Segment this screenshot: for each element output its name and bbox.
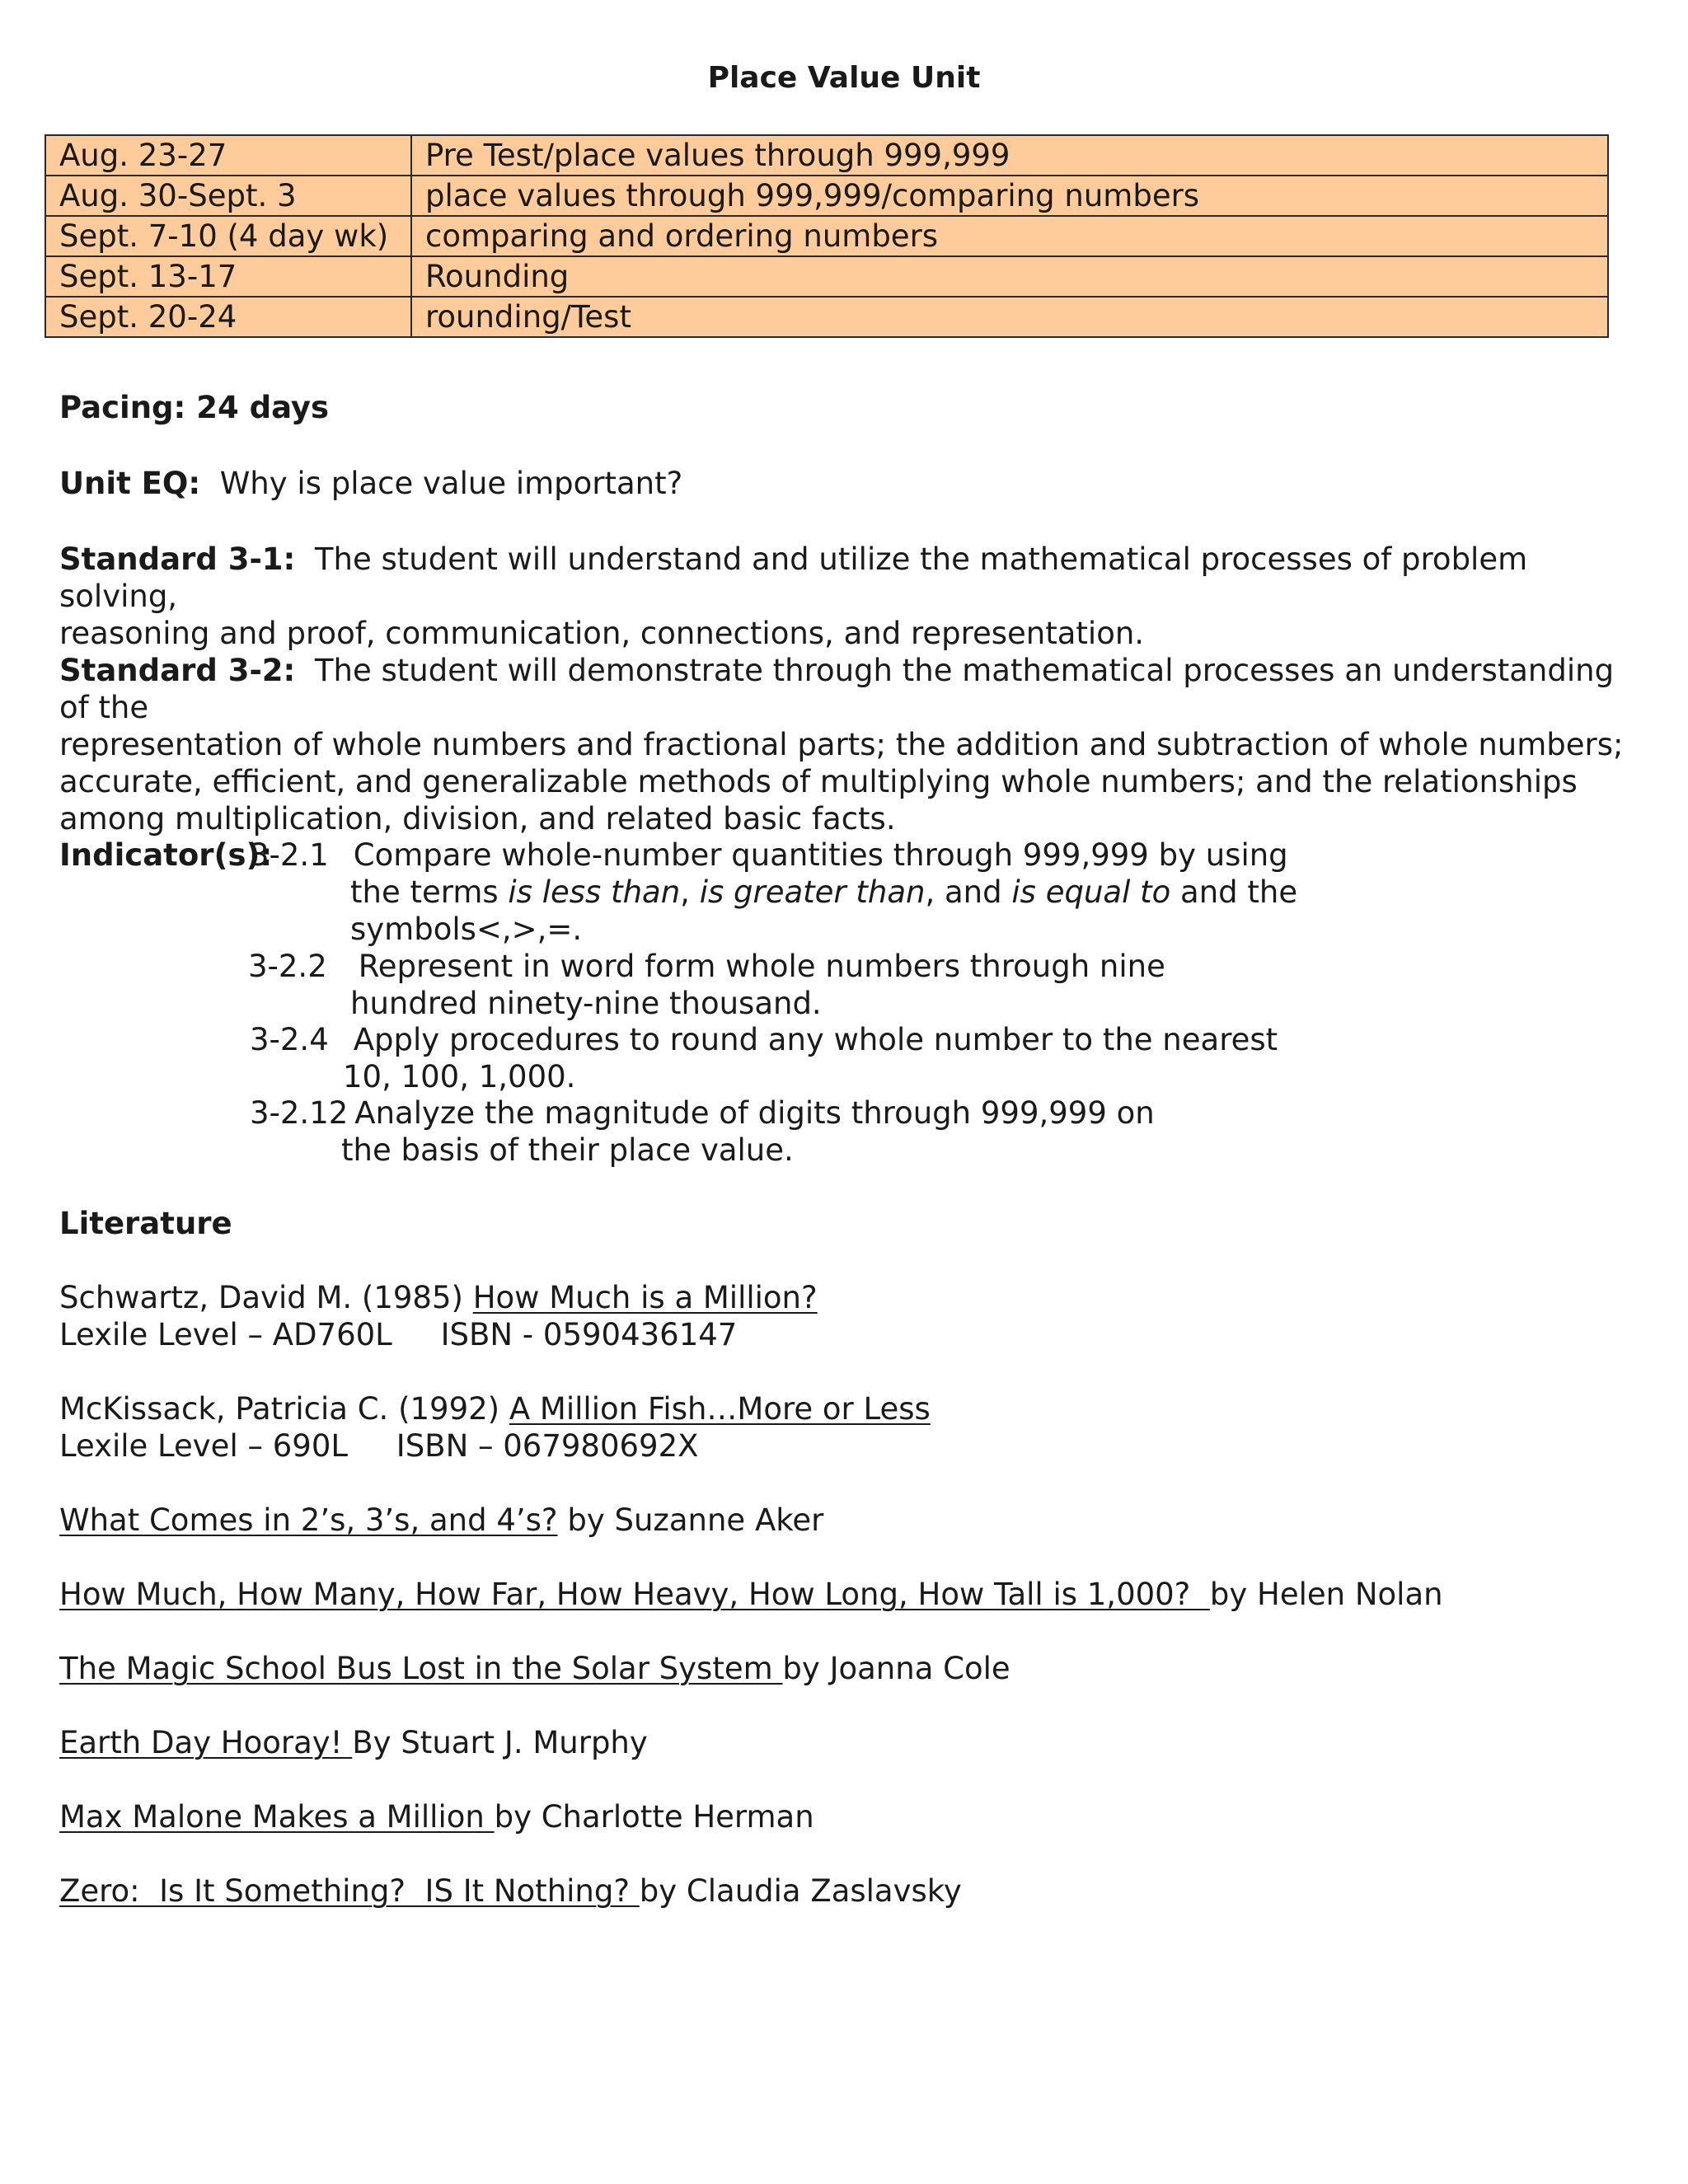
indicator-text: Compare whole-number quantities through 999,999 by using — [353, 837, 1288, 873]
pacing-heading: Pacing: 24 days — [59, 390, 330, 425]
topic-cell: Rounding — [411, 256, 1608, 297]
standard-3-1-text: The student will understand and utilize the mathematical processes of problem solving, — [59, 541, 1528, 614]
topic-cell: comparing and ordering numbers — [411, 216, 1608, 256]
book-title: Earth Day Hooray! — [59, 1725, 353, 1760]
indicator-term: is equal to — [1011, 874, 1171, 910]
indicator-code: 3-2.1 — [250, 837, 329, 873]
indicator-3-2-2 — [248, 948, 1402, 1022]
indicator-line — [250, 1094, 1404, 1132]
topic-cell: rounding/Test — [411, 297, 1608, 337]
topic-cell: Pre Test/place values through 999,999 — [411, 135, 1608, 176]
table-row — [45, 297, 1608, 337]
unit-eq-text: Why is place value important? — [219, 466, 683, 501]
page-title: Place Value Unit — [707, 61, 981, 95]
book-title: How Much, How Many, How Far, How Heavy, How Long, How Tall is 1,000? — [59, 1577, 1210, 1612]
indicator-term: is less than — [508, 874, 681, 910]
book-byline: by Suzanne Aker — [557, 1502, 824, 1538]
standard-3-2-text: The student will demonstrate through the mathematical processes an understanding of the — [59, 653, 1615, 725]
unit-eq — [59, 465, 1625, 502]
book-byline: by Claudia Zaslavsky — [639, 1873, 962, 1909]
indicator-text: Represent in word form whole numbers through nine — [358, 949, 1165, 984]
book-byline: By Stuart J. Murphy — [352, 1725, 648, 1760]
week-cell: Sept. 7-10 (4 day wk) — [45, 216, 411, 256]
book-1 — [59, 1279, 818, 1316]
indicator-code: 3-2.2 — [248, 949, 327, 984]
indicator-line: symbols<,>,=. — [350, 912, 583, 947]
table-row — [45, 256, 1608, 297]
book-author: McKissack, Patricia C. (1992) — [59, 1391, 509, 1427]
week-cell: Sept. 13-17 — [45, 256, 411, 297]
week-cell: Aug. 30-Sept. 3 — [45, 176, 411, 216]
week-cell: Sept. 20-24 — [45, 297, 411, 337]
indicator-code: 3-2.12 — [250, 1095, 349, 1131]
table-row — [45, 176, 1608, 216]
standard-3-2-label: Standard 3-2: — [59, 653, 296, 688]
standard-3-2-line: among multiplication, division, and related basic facts. — [59, 801, 896, 837]
standard-3-1-line: reasoning and proof, communication, connections, and representation. — [59, 616, 1145, 651]
standard-3-1 — [59, 541, 1625, 652]
book-byline: by Helen Nolan — [1209, 1577, 1443, 1612]
book-title: What Comes in 2’s, 3’s, and 4’s? — [59, 1502, 558, 1538]
book-5 — [59, 1650, 1010, 1687]
book-4 — [59, 1576, 1443, 1613]
topic-cell: place values through 999,999/comparing numbers — [411, 176, 1608, 216]
week-cell: Aug. 23-27 — [45, 135, 411, 176]
indicator-line — [250, 837, 1404, 874]
standard-3-2 — [59, 652, 1625, 837]
book-title: Max Malone Makes a Million — [59, 1799, 495, 1835]
unit-eq-label: Unit EQ: — [59, 466, 201, 501]
book-title: A Million Fish…More or Less — [509, 1391, 931, 1427]
schedule-table — [45, 134, 1609, 338]
indicator-code: 3-2.4 — [250, 1022, 329, 1057]
indicator-3-2-4 — [250, 1021, 1404, 1095]
book-byline: by Joanna Cole — [782, 1651, 1010, 1686]
standard-3-2-line — [59, 652, 1625, 726]
book-1-details: Lexile Level – AD760L ISBN - 0590436147 — [59, 1317, 738, 1352]
book-title: The Magic School Bus Lost in the Solar System — [59, 1651, 783, 1686]
indicator-text: and the — [1170, 874, 1298, 910]
book-3 — [59, 1502, 823, 1539]
standard-3-1-label: Standard 3-1: — [59, 541, 296, 577]
indicator-line: hundred ninety-nine thousand. — [350, 986, 822, 1021]
literature-heading: Literature — [59, 1206, 232, 1241]
indicator-3-2-1 — [250, 837, 1404, 948]
book-title: Zero: Is It Something? IS It Nothing? — [59, 1873, 640, 1909]
book-byline: by Charlotte Herman — [494, 1799, 814, 1835]
indicator-line — [250, 1021, 1404, 1058]
indicator-text: , — [680, 874, 700, 910]
indicator-line — [250, 874, 1404, 911]
indicator-text: the terms — [350, 874, 509, 910]
book-8 — [59, 1872, 962, 1910]
indicator-line: the basis of their place value. — [341, 1132, 794, 1168]
indicator-text: , and — [925, 874, 1012, 910]
indicators-label: Indicator(s): — [59, 837, 273, 873]
indicator-term: is greater than — [699, 874, 926, 910]
standard-3-2-line: accurate, efficient, and generalizable methods of multiplying whole numbers; and the relationships — [59, 764, 1578, 799]
indicator-3-2-12 — [250, 1094, 1404, 1169]
book-title: How Much is a Million? — [472, 1280, 818, 1315]
table-row — [45, 135, 1608, 176]
indicator-line — [248, 948, 1402, 985]
book-7 — [59, 1798, 814, 1835]
table-row — [45, 216, 1608, 256]
indicator-text: Analyze the magnitude of digits through 999,999 on — [354, 1095, 1155, 1131]
book-2-details: Lexile Level – 690L ISBN – 067980692X — [59, 1428, 699, 1464]
standard-3-2-line: representation of whole numbers and fractional parts; the addition and subtraction of whole numbers; — [59, 727, 1624, 762]
book-author: Schwartz, David M. (1985) — [59, 1280, 473, 1315]
indicator-line: 10, 100, 1,000. — [343, 1059, 576, 1094]
book-6 — [59, 1724, 648, 1761]
book-2 — [59, 1390, 931, 1427]
standard-3-1-line — [59, 541, 1625, 615]
indicator-text: Apply procedures to round any whole number to the nearest — [353, 1022, 1278, 1057]
